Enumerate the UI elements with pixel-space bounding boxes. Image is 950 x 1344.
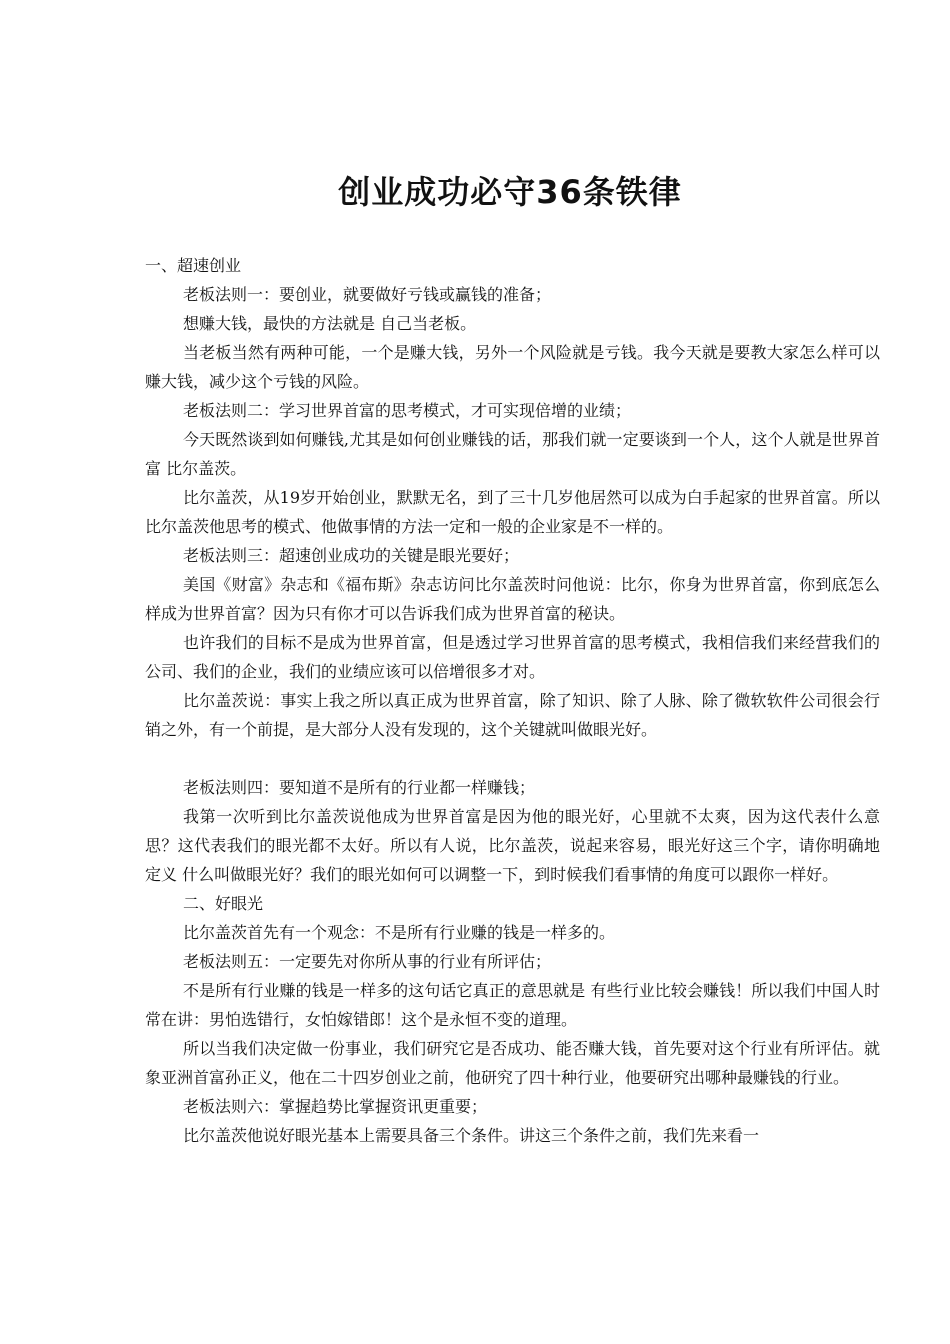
- body-paragraph: 比尔盖茨首先有一个观念：不是所有行业赚的钱是一样多的。: [183, 923, 616, 942]
- body-paragraph: 当老板当然有两种可能，一个是赚大钱，另外一个风险就是亏钱。我今天就是要教大家怎么样可以赚大钱，减少这个亏钱的风险。: [145, 343, 880, 391]
- document-title: 创业成功必守36条铁律: [338, 173, 682, 211]
- body-paragraph: 想赚大钱，最快的方法就是 自己当老板。: [183, 314, 477, 333]
- body-paragraph: 今天既然谈到如何赚钱,尤其是如何创业赚钱的话，那我们就一定要谈到一个人，这个人就是世界首富 比尔盖茨。: [145, 430, 880, 478]
- section-heading: 二、好眼光: [183, 894, 264, 913]
- rule-line: 老板法则六：掌握趋势比掌握资讯更重要；: [183, 1097, 488, 1116]
- body-paragraph: 美国《财富》杂志和《福布斯》杂志访问比尔盖茨时问他说：比尔，你身为世界首富，你到底怎么样成为世界首富？因为只有你才可以告诉我们成为世界首富的秘诀。: [145, 575, 880, 623]
- rule-line: 老板法则三：超速创业成功的关键是眼光要好；: [183, 546, 520, 565]
- body-paragraph: 比尔盖茨，从19岁开始创业，默默无名，到了三十几岁他居然可以成为白手起家的世界首富。所以比尔盖茨他思考的模式、他做事情的方法一定和一般的企业家是不一样的。: [145, 488, 880, 536]
- rule-line: 老板法则四：要知道不是所有的行业都一样赚钱；: [183, 778, 536, 797]
- blank-line: [145, 744, 880, 773]
- body-paragraph: 比尔盖茨他说好眼光基本上需要具备三个条件。讲这三个条件之前，我们先来看一: [183, 1126, 760, 1145]
- body-paragraph: 比尔盖茨说：事实上我之所以真正成为世界首富，除了知识、除了人脉、除了微软软件公司很会行销之外，有一个前提，是大部分人没有发现的，这个关键就叫做眼光好。: [145, 691, 880, 739]
- body-paragraph: 所以当我们决定做一份事业，我们研究它是否成功、能否赚大钱，首先要对这个行业有所评估。就象亚洲首富孙正义，他在二十四岁创业之前，他研究了四十种行业，他要研究出哪种最赚钱的行业。: [145, 1039, 880, 1087]
- body-paragraph: 我第一次听到比尔盖茨说他成为世界首富是因为他的眼光好，心里就不太爽，因为这代表什么意思？这代表我们的眼光都不太好。所以有人说，比尔盖茨，说起来容易，眼光好这三个字，请你明确地定义 什么叫做眼光好？我们的眼光如何可以调整一下，到时候我们看事情的角度可以跟你一样好。: [145, 807, 880, 884]
- body-paragraph: 也许我们的目标不是成为世界首富，但是透过学习世界首富的思考模式，我相信我们来经营我们的公司、我们的企业，我们的业绩应该可以倍增很多才对。: [145, 633, 880, 681]
- rule-line: 老板法则一：要创业，就要做好亏钱或赢钱的准备；: [183, 285, 552, 304]
- rule-line: 老板法则五：一定要先对你所从事的行业有所评估；: [183, 952, 552, 971]
- document-body: [145, 251, 880, 1150]
- section-heading: 一、超速创业: [145, 256, 242, 275]
- rule-line: 老板法则二：学习世界首富的思考模式，才可实现倍增的业绩；: [183, 401, 632, 420]
- body-paragraph: 不是所有行业赚的钱是一样多的这句话它真正的意思就是 有些行业比较会赚钱！所以我们中国人时常在讲：男怕选错行，女怕嫁错郎！这个是永恒不变的道理。: [145, 981, 880, 1029]
